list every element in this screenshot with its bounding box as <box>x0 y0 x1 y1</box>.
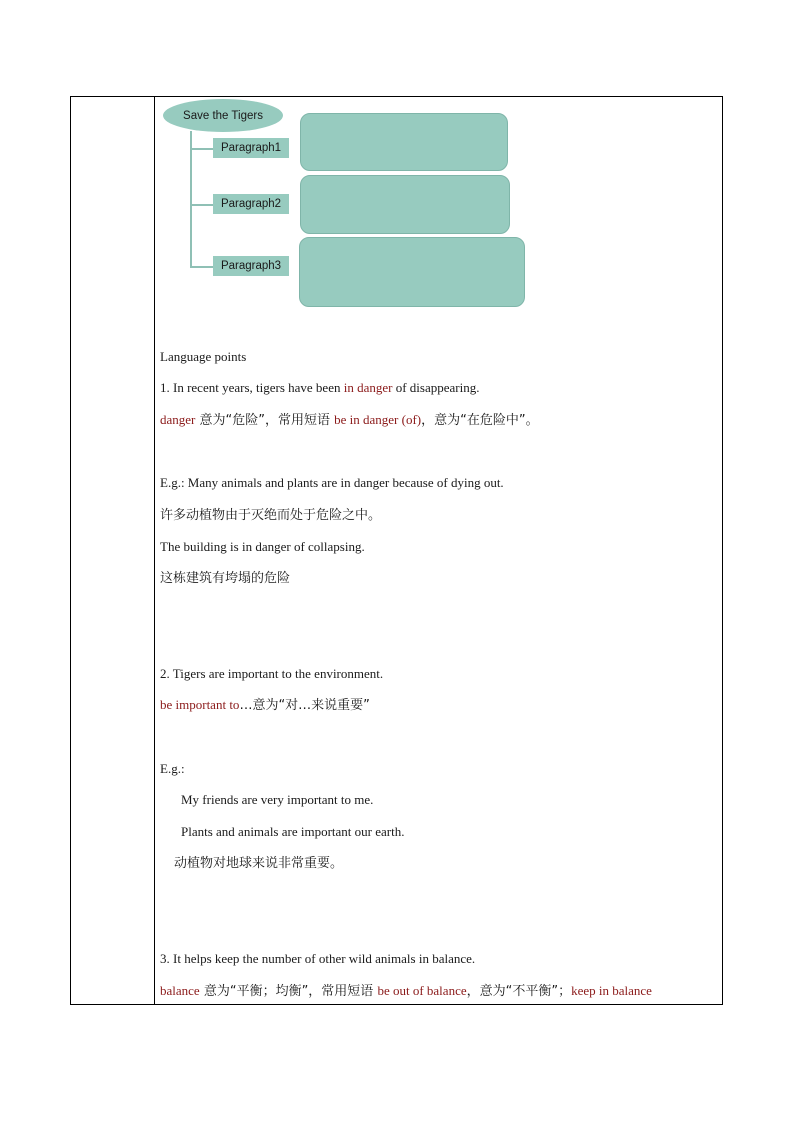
point2-note: be important to…意为“对…来说重要” <box>160 697 370 713</box>
diagram-paragraph1-box <box>300 113 508 171</box>
point3-sentence: 3. It helps keep the number of other wild animals in balance. <box>160 951 476 966</box>
diagram-connector-vertical <box>190 131 192 268</box>
point1-example2-cn: 这栋建筑有垮塌的危险 <box>160 571 291 586</box>
point1-example2: The building is in danger of collapsing. <box>160 539 365 554</box>
diagram-connector <box>190 266 214 268</box>
diagram-paragraph2-box <box>300 175 510 234</box>
section-heading: Language points <box>160 349 247 364</box>
diagram-paragraph1-node: Paragraph1 <box>213 138 289 158</box>
diagram-connector <box>190 148 214 150</box>
point1-example1: E.g.: Many animals and plants are in danger because of dying out. <box>160 475 504 490</box>
point1-example1-cn: 许多动植物由于灭绝而处于危险之中。 <box>160 508 382 523</box>
diagram-paragraph2-node: Paragraph2 <box>213 194 289 214</box>
diagram-root-node: Save the Tigers <box>163 99 283 132</box>
point1-note: danger 意为“危险”，常用短语 be in danger (of)，意为“在危险中”。 <box>160 412 539 428</box>
point2-example2-cn: 动植物对地球来说非常重要。 <box>174 856 344 871</box>
point1-sentence: 1. In recent years, tigers have been in danger of disappearing. <box>160 380 480 395</box>
point2-eg-label: E.g.: <box>160 761 185 776</box>
diagram-paragraph3-node: Paragraph3 <box>213 256 289 276</box>
diagram-paragraph3-box <box>299 237 525 307</box>
lesson-table <box>70 96 723 1005</box>
point2-sentence: 2. Tigers are important to the environment. <box>160 666 384 681</box>
point3-note: balance 意为“平衡；均衡”，常用短语 be out of balance，意为“不平衡”；keep in balance <box>160 983 652 999</box>
content-cell <box>71 97 722 1004</box>
diagram-connector <box>190 204 214 206</box>
point2-example2: Plants and animals are important our earth. <box>181 824 405 839</box>
point2-example1: My friends are very important to me. <box>181 792 374 807</box>
